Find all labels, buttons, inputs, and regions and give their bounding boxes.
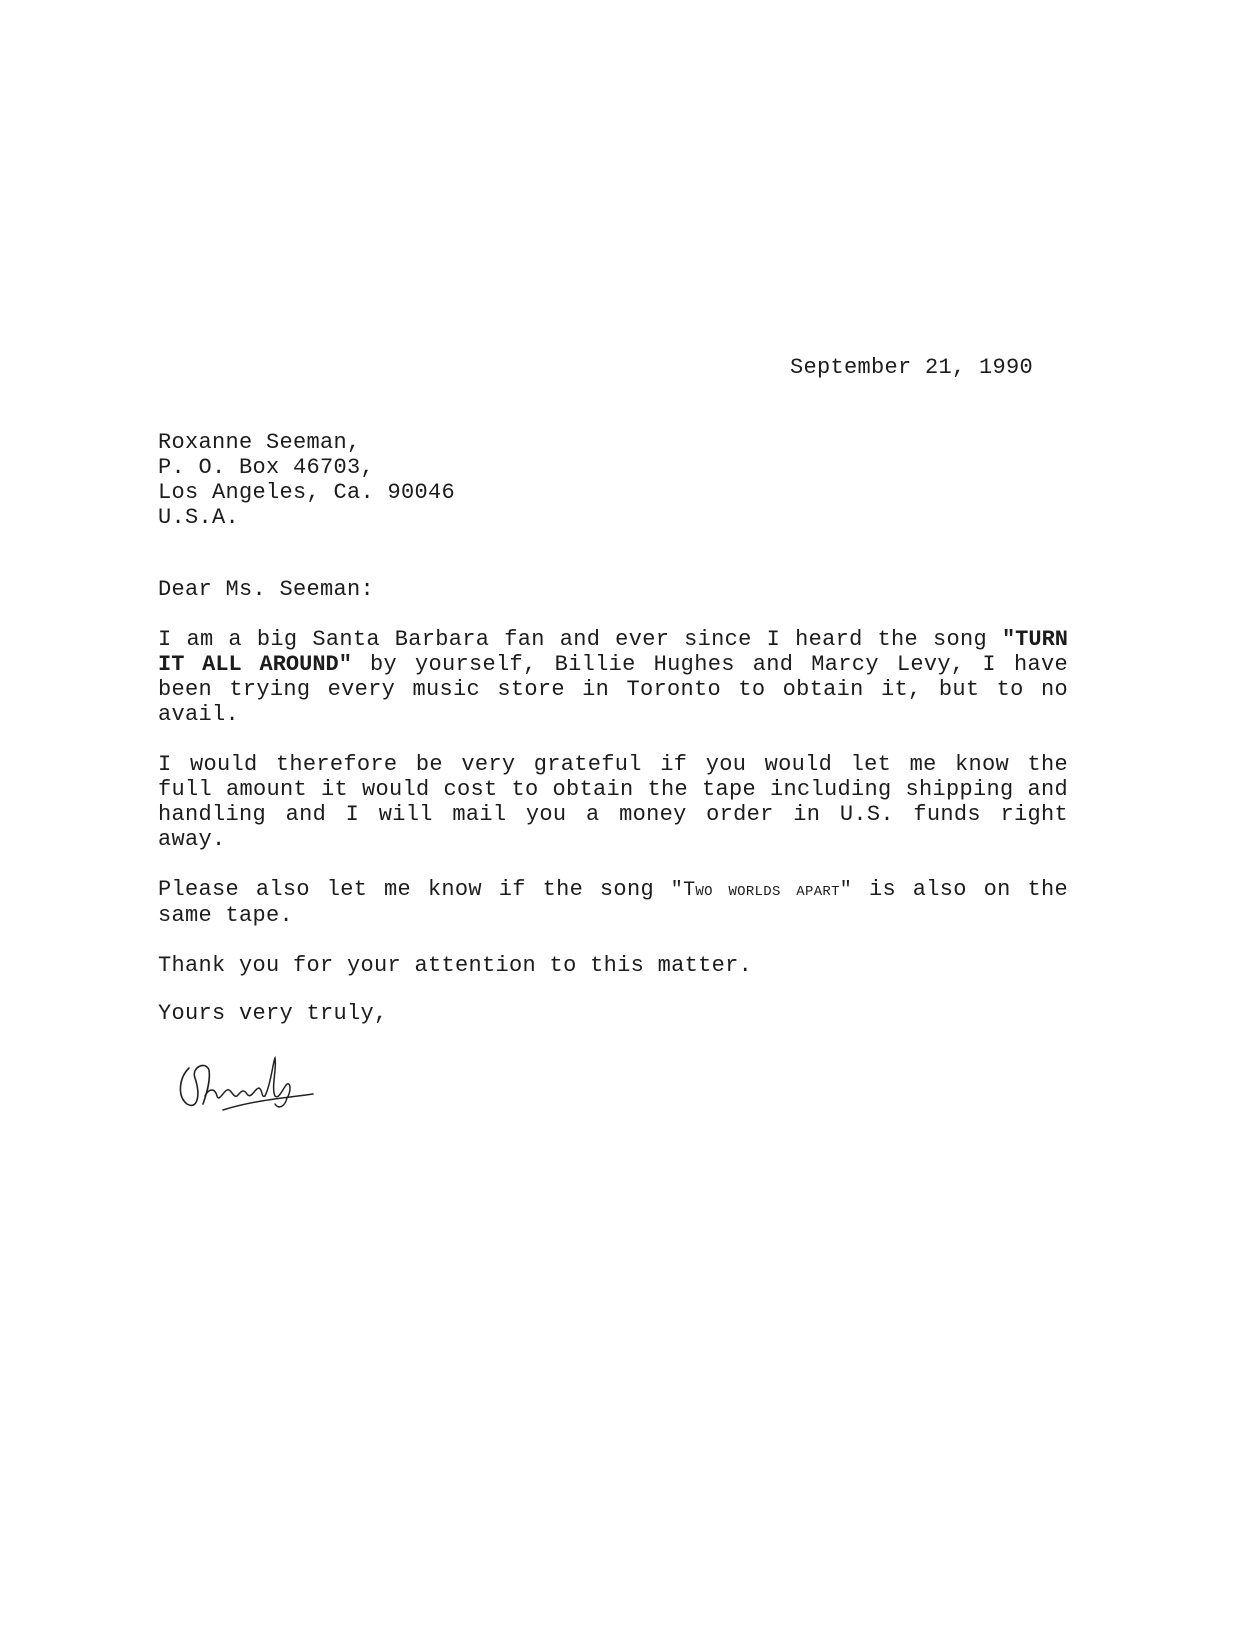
letter-body [158,348,1068,1026]
closing: Yours very truly, [158,1001,388,1026]
recipient-name: Roxanne Seeman, [158,430,361,455]
paragraph-3 [158,877,1068,928]
paragraph-3-after: is also on the same tape. [158,877,1068,928]
paragraph-2: I would therefore be very grateful if you would let me know the full amount it would cost to obtain the tape including shipping and handling and I will mail you a money order in U.S. funds right away. [158,752,1068,852]
recipient-address-line2: Los Angeles, Ca. 90046 [158,480,456,505]
recipient-country: U.S.A. [158,505,240,530]
paragraph-1-rest: by yourself, Billie Hughes and Marcy Levy, I have been trying every music store in Toronto to obtain it, but to no avail. [158,652,1068,727]
recipient-address-line1: P. O. Box 46703, [158,455,375,480]
recipient-address [158,430,1068,530]
paragraph-1-intro: I am a big Santa Barbara fan and ever since I heard the song [158,627,988,652]
salutation: Dear Ms. Seeman: [158,577,375,602]
paragraph-4: Thank you for your attention to this matter. [158,953,753,978]
song-title-turn-it-all-around: "TURN IT ALL AROUND" [158,627,1068,677]
handwritten-signature [175,1048,325,1118]
paragraph-3-before: Please also let me know if the song [158,877,671,902]
paragraph-1 [158,627,1068,727]
song-title-two-worlds-apart: "Two worlds apart" [670,879,853,902]
letter-date: September 21, 1990 [790,355,1034,380]
